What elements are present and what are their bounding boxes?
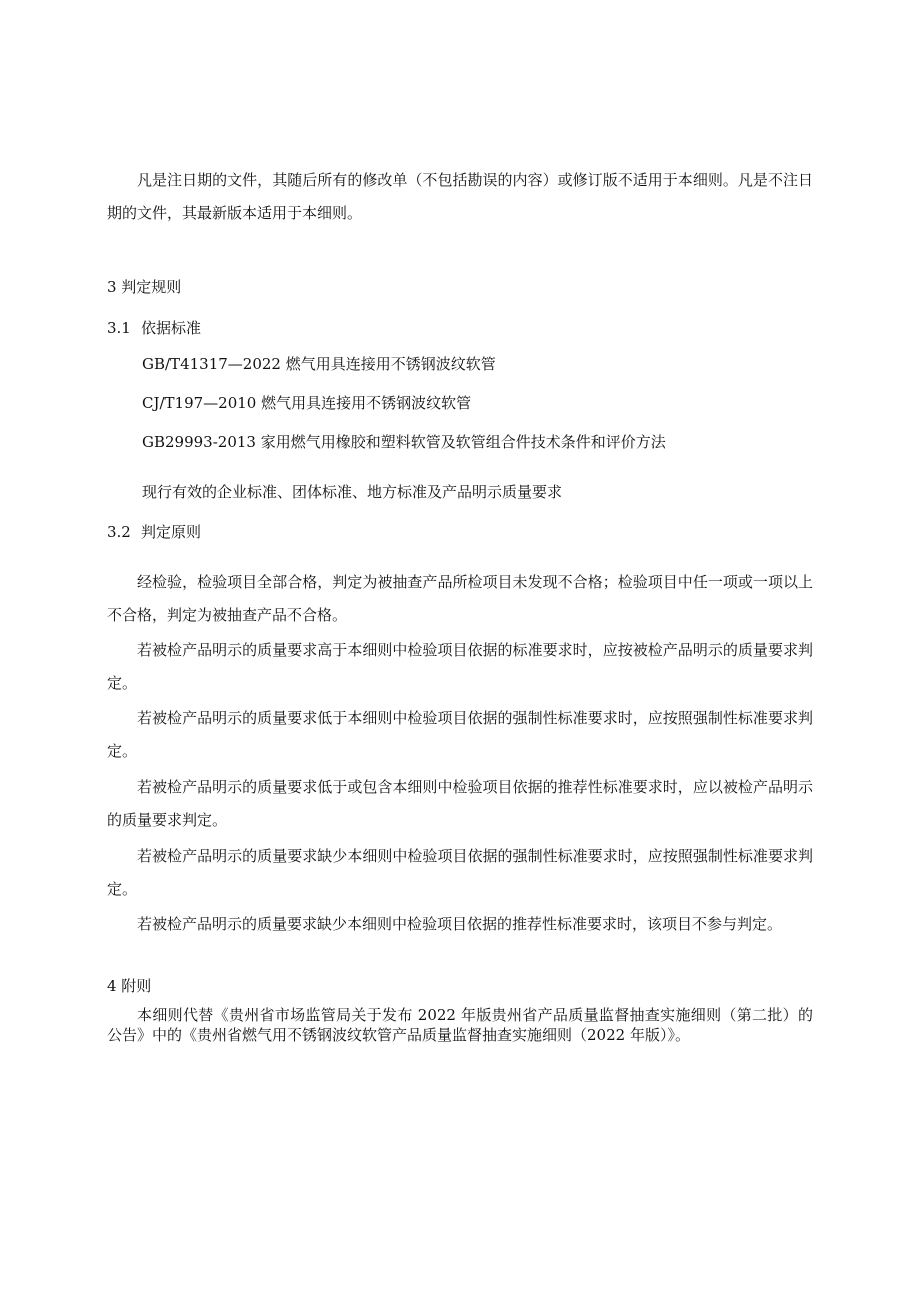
appendix-paragraph: 本细则代替《贵州省市场监管局关于发布 2022 年版贵州省产品质量监督抽查实施细则（第二批）的公告》中的《贵州省燃气用不锈钢波纹软管产品质量监督抽查实施细则（2022 年版）》。 xyxy=(107,1006,813,1044)
subsection-3-1-title: 依据标准 xyxy=(141,319,202,337)
judgment-paragraph: 若被检产品明示的质量要求缺少本细则中检验项目依据的强制性标准要求时，应按照强制性标准要求判定。 xyxy=(107,847,813,898)
standard-item: GB29993-2013 家用燃气用橡胶和塑料软管及软管组合件技术条件和评价方法 xyxy=(142,433,666,451)
standard-item: GB/T41317—2022 燃气用具连接用不锈钢波纹软管 xyxy=(142,355,496,373)
subsection-3-2-title: 判定原则 xyxy=(141,523,202,541)
standard-item: 现行有效的企业标准、团体标准、地方标准及产品明示质量要求 xyxy=(142,483,563,501)
section-4-heading: 4 附则 xyxy=(107,977,152,995)
subsection-3-2-heading xyxy=(107,522,201,542)
subsection-3-1-number: 3.1 xyxy=(107,319,131,337)
judgment-paragraph: 若被检产品明示的质量要求高于本细则中检验项目依据的标准要求时，应按被检产品明示的质量要求判定。 xyxy=(107,641,813,692)
judgment-paragraph: 若被检产品明示的质量要求缺少本细则中检验项目依据的推荐性标准要求时，该项目不参与判定。 xyxy=(137,915,783,933)
judgment-paragraph: 若被检产品明示的质量要求低于或包含本细则中检验项目依据的推荐性标准要求时，应以被检产品明示的质量要求判定。 xyxy=(107,778,813,829)
section-3-heading: 3 判定规则 xyxy=(107,278,182,296)
subsection-3-1-heading xyxy=(107,318,201,338)
standard-item: CJ/T197—2010 燃气用具连接用不锈钢波纹软管 xyxy=(142,394,472,412)
judgment-paragraph: 若被检产品明示的质量要求低于本细则中检验项目依据的强制性标准要求时，应按照强制性标准要求判定。 xyxy=(107,709,813,760)
subsection-3-2-number: 3.2 xyxy=(107,523,131,541)
intro-paragraph: 凡是注日期的文件，其随后所有的修改单（不包括勘误的内容）或修订版不适用于本细则。凡是不注日期的文件，其最新版本适用于本细则。 xyxy=(107,171,813,222)
judgment-paragraph: 经检验，检验项目全部合格，判定为被抽查产品所检项目未发现不合格；检验项目中任一项或一项以上不合格，判定为被抽查产品不合格。 xyxy=(107,573,813,624)
